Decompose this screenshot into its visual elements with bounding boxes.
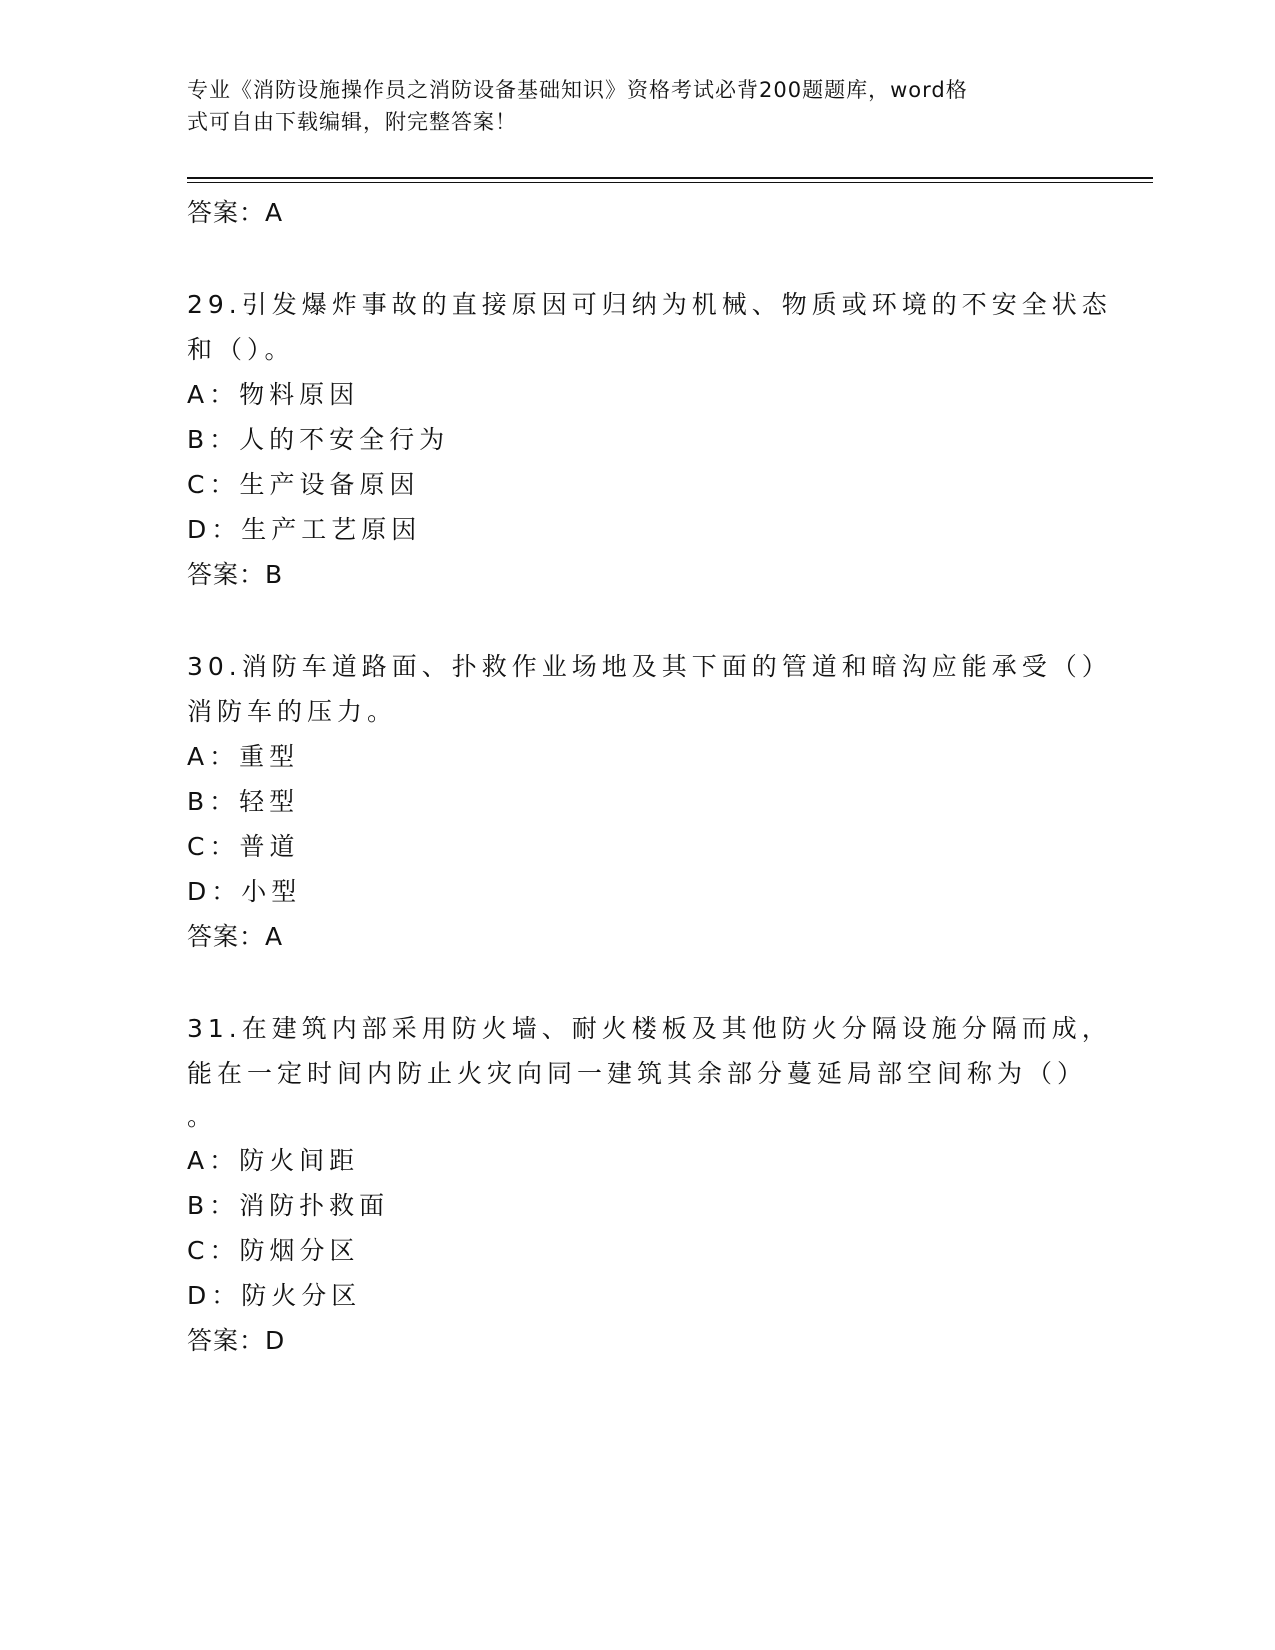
answer-line: 答案：A bbox=[187, 922, 284, 951]
header-divider-thin bbox=[187, 182, 1153, 183]
question-list bbox=[187, 190, 1112, 1363]
option-d: D：生产工艺原因 bbox=[187, 515, 422, 544]
option-d: D：防火分区 bbox=[187, 1281, 362, 1310]
option-c: C：普道 bbox=[187, 832, 300, 861]
option-c: C：防烟分区 bbox=[187, 1236, 360, 1265]
option-b: B：轻型 bbox=[187, 787, 300, 816]
header-divider-thick bbox=[187, 177, 1153, 179]
question-text-line: 29.引发爆炸事故的直接原因可归纳为机械、物质或环境的不安全状态 bbox=[187, 290, 1112, 319]
option-c: C：生产设备原因 bbox=[187, 470, 420, 499]
option-b: B：消防扑救面 bbox=[187, 1191, 390, 1220]
header-line-2: 式可自由下载编辑，附完整答案！ bbox=[187, 110, 517, 134]
question-31 bbox=[187, 1006, 1112, 1363]
question-text-line: 和（）。 bbox=[187, 335, 295, 364]
option-a: A：防火间距 bbox=[187, 1146, 360, 1175]
answer-line: 答案：D bbox=[187, 1326, 286, 1355]
question-29 bbox=[187, 282, 1112, 597]
question-30 bbox=[187, 644, 1112, 959]
option-a: A：物料原因 bbox=[187, 380, 360, 409]
question-text-line: 31.在建筑内部采用防火墙、耐火楼板及其他防火分隔设施分隔而成， bbox=[187, 1014, 1112, 1043]
question-text-line: 消防车的压力。 bbox=[187, 697, 398, 726]
option-d: D：小型 bbox=[187, 877, 302, 906]
question-text-line: 。 bbox=[187, 1102, 218, 1131]
question-text-line: 30.消防车道路面、扑救作业场地及其下面的管道和暗沟应能承受（） bbox=[187, 652, 1112, 681]
option-b: B：人的不安全行为 bbox=[187, 425, 450, 454]
option-a: A：重型 bbox=[187, 742, 300, 771]
document-header bbox=[187, 74, 1067, 138]
answer-line: 答案：A bbox=[187, 198, 284, 227]
header-line-1: 专业《消防设施操作员之消防设备基础知识》资格考试必背200题题库，word格 bbox=[187, 78, 968, 102]
answer-line: 答案：B bbox=[187, 560, 284, 589]
question-text-line: 能在一定时间内防止火灾向同一建筑其余部分蔓延局部空间称为（） bbox=[187, 1059, 1088, 1088]
